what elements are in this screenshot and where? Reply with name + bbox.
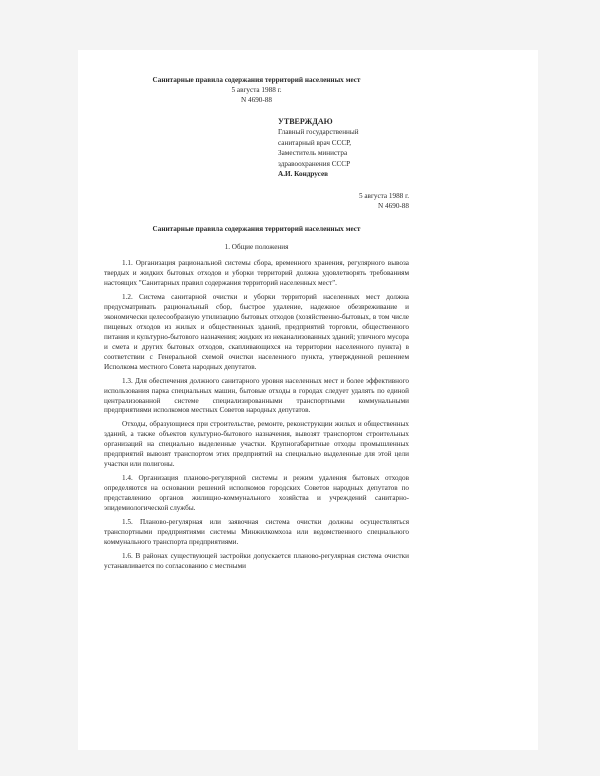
document-title-repeat: Санитарные правила содержания территорий населенных мест xyxy=(152,225,361,234)
approval-line: Заместитель министра xyxy=(278,149,348,158)
paragraph: 1.4. Организация планово-регулярной системы и режим удаления бытовых отходов определяются на основании решений исполкомов городских Советов народных депутатов по представлению органов жилищно-коммунального хозяйства и учреждений санитарно-эпидемиологической службы. xyxy=(104,474,409,512)
paragraph: 1.1. Организация рациональной системы сбора, временного хранения, регулярного вывоза твердых и жидких бытовых отходов и уборки территорий должна удовлетворять требованиям настоящих "Санитарных правил содержания территорий населенных мест". xyxy=(104,259,409,288)
paragraph: 1.6. В районах существующей застройки допускается планово-регулярная система очистки устанавливается по согласованию с местными xyxy=(104,551,409,570)
document-title: Санитарные правила содержания территорий населенных мест xyxy=(152,76,361,84)
approval-heading: УТВЕРЖДАЮ xyxy=(278,116,333,126)
paragraph: 1.3. Для обеспечения должного санитарного уровня населенных мест и более эффективного использования парка специальных машин, бытовые отходы в городах следует удалять по единой централизованной системе специализированными транспортными коммунальными предприятиями исполкомов местных Советов народных депутатов. xyxy=(104,376,409,415)
document-number: N 4690-88 xyxy=(241,95,272,104)
approval-line: здравоохранения СССР xyxy=(278,159,351,168)
paragraph: 1.5. Планово-регулярная или заявочная система очистки должны осуществляться транспортными предприятиями системы Минжилкомхоза или ведомственного специального коммунального транспорта предприятиями. xyxy=(104,517,409,546)
approval-line: санитарный врач СССР, xyxy=(278,138,352,147)
approval-number: N 4690-88 xyxy=(378,201,409,210)
approval-signer: А.И. Кондрусев xyxy=(278,170,329,179)
document-date: 5 августа 1988 г. xyxy=(231,85,282,94)
approval-date: 5 августа 1988 г. xyxy=(358,191,409,200)
paragraph: 1.2. Система санитарной очистки и уборки территорий населенных мест должна предусматривать рациональный сбор, быстрое удаление, надежное обезвреживание и экономически целесообразную утилизацию бытовых отходов (хозяйственно-бытовых, в том числе пищевых отходов из жилых и общественных зданий, предприятий торговли, общественного питания и культурно-бытового назначения; жидких из неканализованных зданий; уличного мусора и смета и других бытовых отходов, скапливающихся на территории населенного пункта) в соответствии с Генеральной схемой очистки населенного пункта, утвержденной решением Исполкома местного Совета народных депутатов. xyxy=(104,293,409,371)
document-body xyxy=(104,76,409,576)
section-heading: 1. Общие положения xyxy=(224,243,289,252)
approval-line: Главный государственный xyxy=(278,128,359,137)
approval-block xyxy=(278,116,409,180)
paragraph: Отходы, образующиеся при строительстве, ремонте, реконструкции жилых и общественных зданий, а также объектов культурно-бытового назначения, вывозят транспортом строительных организаций на специально выделенные участки. Крупногабаритные отходы промышленных предприятий вывозят транспортом этих предприятий на специально выделенные для этой цели участки или полигоны. xyxy=(104,420,409,469)
